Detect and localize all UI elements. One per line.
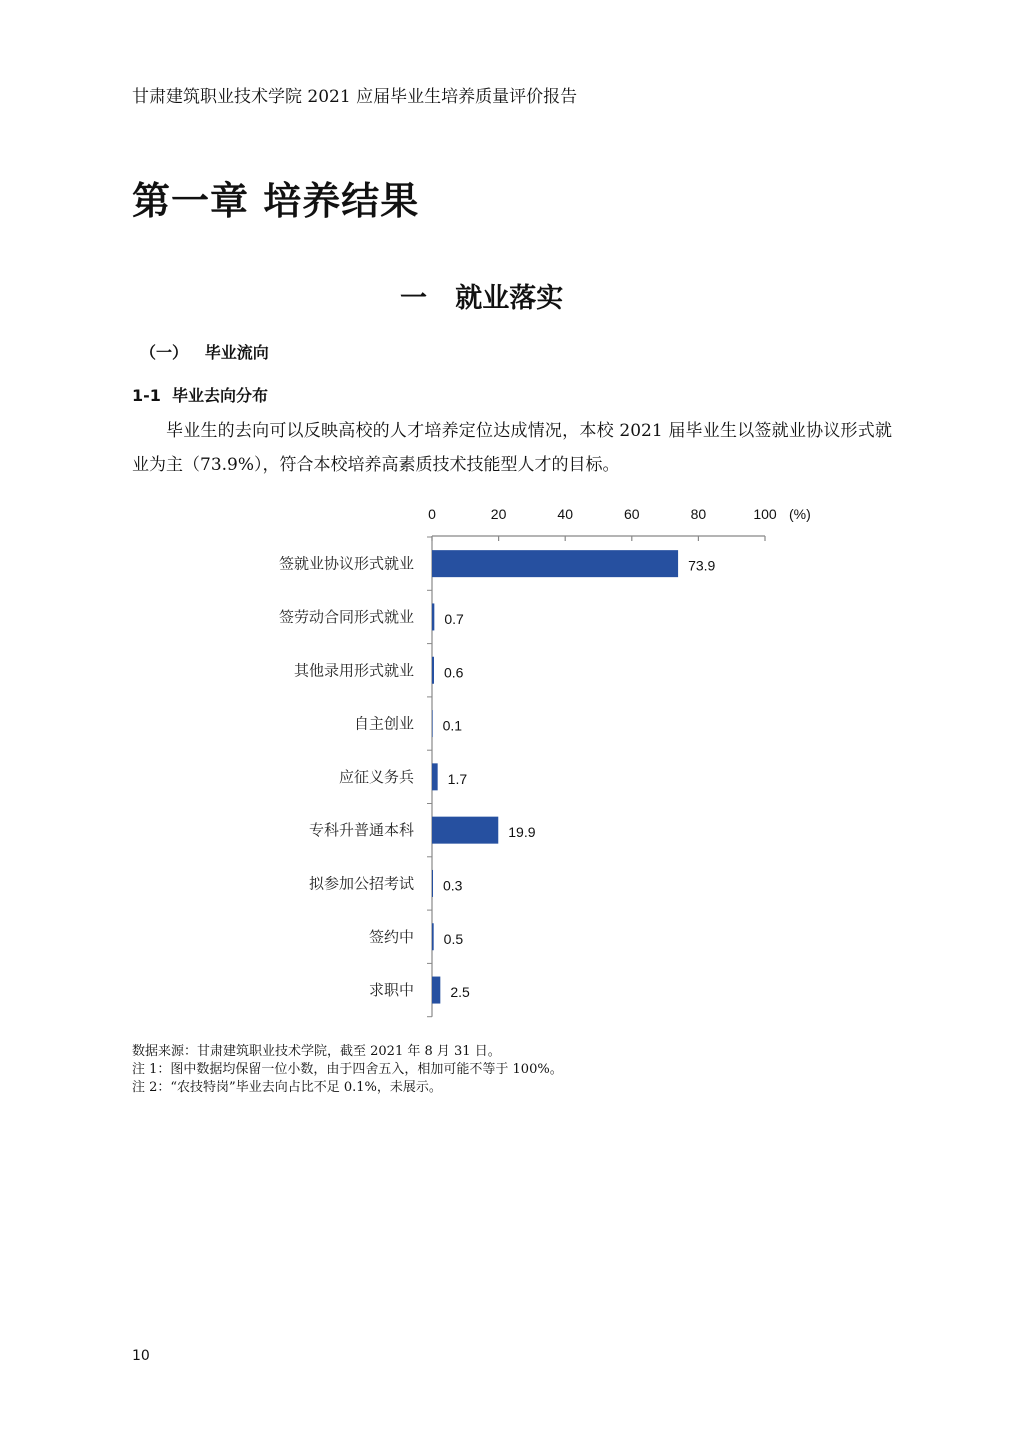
note-1: 注 1：图中数据均保留一位小数，由于四舍五入，相加可能不等于 100%。 — [132, 1062, 563, 1077]
section-title: 一 就业落实 — [400, 283, 564, 314]
x-tick-label: 20 — [490, 506, 507, 522]
x-tick-label: 0 — [428, 506, 436, 522]
category-label: 签就业协议形式就业 — [278, 554, 414, 573]
category-label: 求职中 — [368, 981, 414, 1000]
category-label: 应征义务兵 — [338, 767, 414, 786]
x-unit-label: (%) — [789, 506, 811, 522]
bar — [432, 657, 434, 684]
bar — [432, 870, 433, 897]
chart-notes — [132, 1043, 563, 1097]
category-label: 拟参加公招考试 — [308, 874, 414, 893]
bar — [432, 923, 434, 950]
x-tick-label: 80 — [690, 506, 707, 522]
data-label: 0.1 — [442, 717, 463, 734]
data-label: 1.7 — [447, 770, 468, 787]
graduate-destination-chart — [0, 495, 1024, 1025]
category-label: 其他录用形式就业 — [293, 661, 414, 680]
category-label: 专科升普通本科 — [308, 821, 414, 840]
x-tick-label: 60 — [624, 506, 640, 522]
bar — [432, 710, 433, 737]
category-label: 自主创业 — [353, 714, 414, 733]
x-tick-label: 40 — [557, 506, 573, 522]
data-source-note: 数据来源：甘肃建筑职业技术学院，截至 2021 年 8 月 31 日。 — [132, 1044, 501, 1059]
data-label: 0.6 — [443, 664, 464, 681]
data-label: 0.7 — [444, 610, 464, 627]
chapter-title: 第一章 培养结果 — [132, 179, 420, 223]
data-label: 73.9 — [688, 557, 716, 574]
bar — [432, 817, 498, 844]
note-2: 注 2：“农技特岗”毕业去向占比不足 0.1%，未展示。 — [132, 1080, 442, 1095]
data-label: 0.5 — [443, 930, 464, 947]
running-header: 甘肃建筑职业技术学院 2021 应届毕业生培养质量评价报告 — [132, 87, 578, 107]
x-tick-label: 100 — [753, 506, 777, 522]
bar — [432, 763, 438, 790]
body-paragraph: 毕业生的去向可以反映高校的人才培养定位达成情况，本校 2021 届毕业生以签就业协议形式就业为主（73.9%），符合本校培养高素质技术技能型人才的目标。 — [132, 421, 892, 475]
page-number: 10 — [132, 1348, 150, 1364]
category-label: 签劳动合同形式就业 — [278, 607, 414, 626]
data-label: 0.3 — [442, 877, 463, 894]
data-label: 19.9 — [508, 824, 536, 841]
data-label: 2.5 — [450, 984, 470, 1001]
sub-heading: （一） 毕业流向 — [140, 343, 269, 362]
category-label: 签约中 — [368, 927, 414, 946]
bar — [432, 603, 434, 630]
bar — [432, 550, 678, 577]
bar — [432, 977, 440, 1004]
figure-heading: 1-1 毕业去向分布 — [132, 386, 269, 405]
